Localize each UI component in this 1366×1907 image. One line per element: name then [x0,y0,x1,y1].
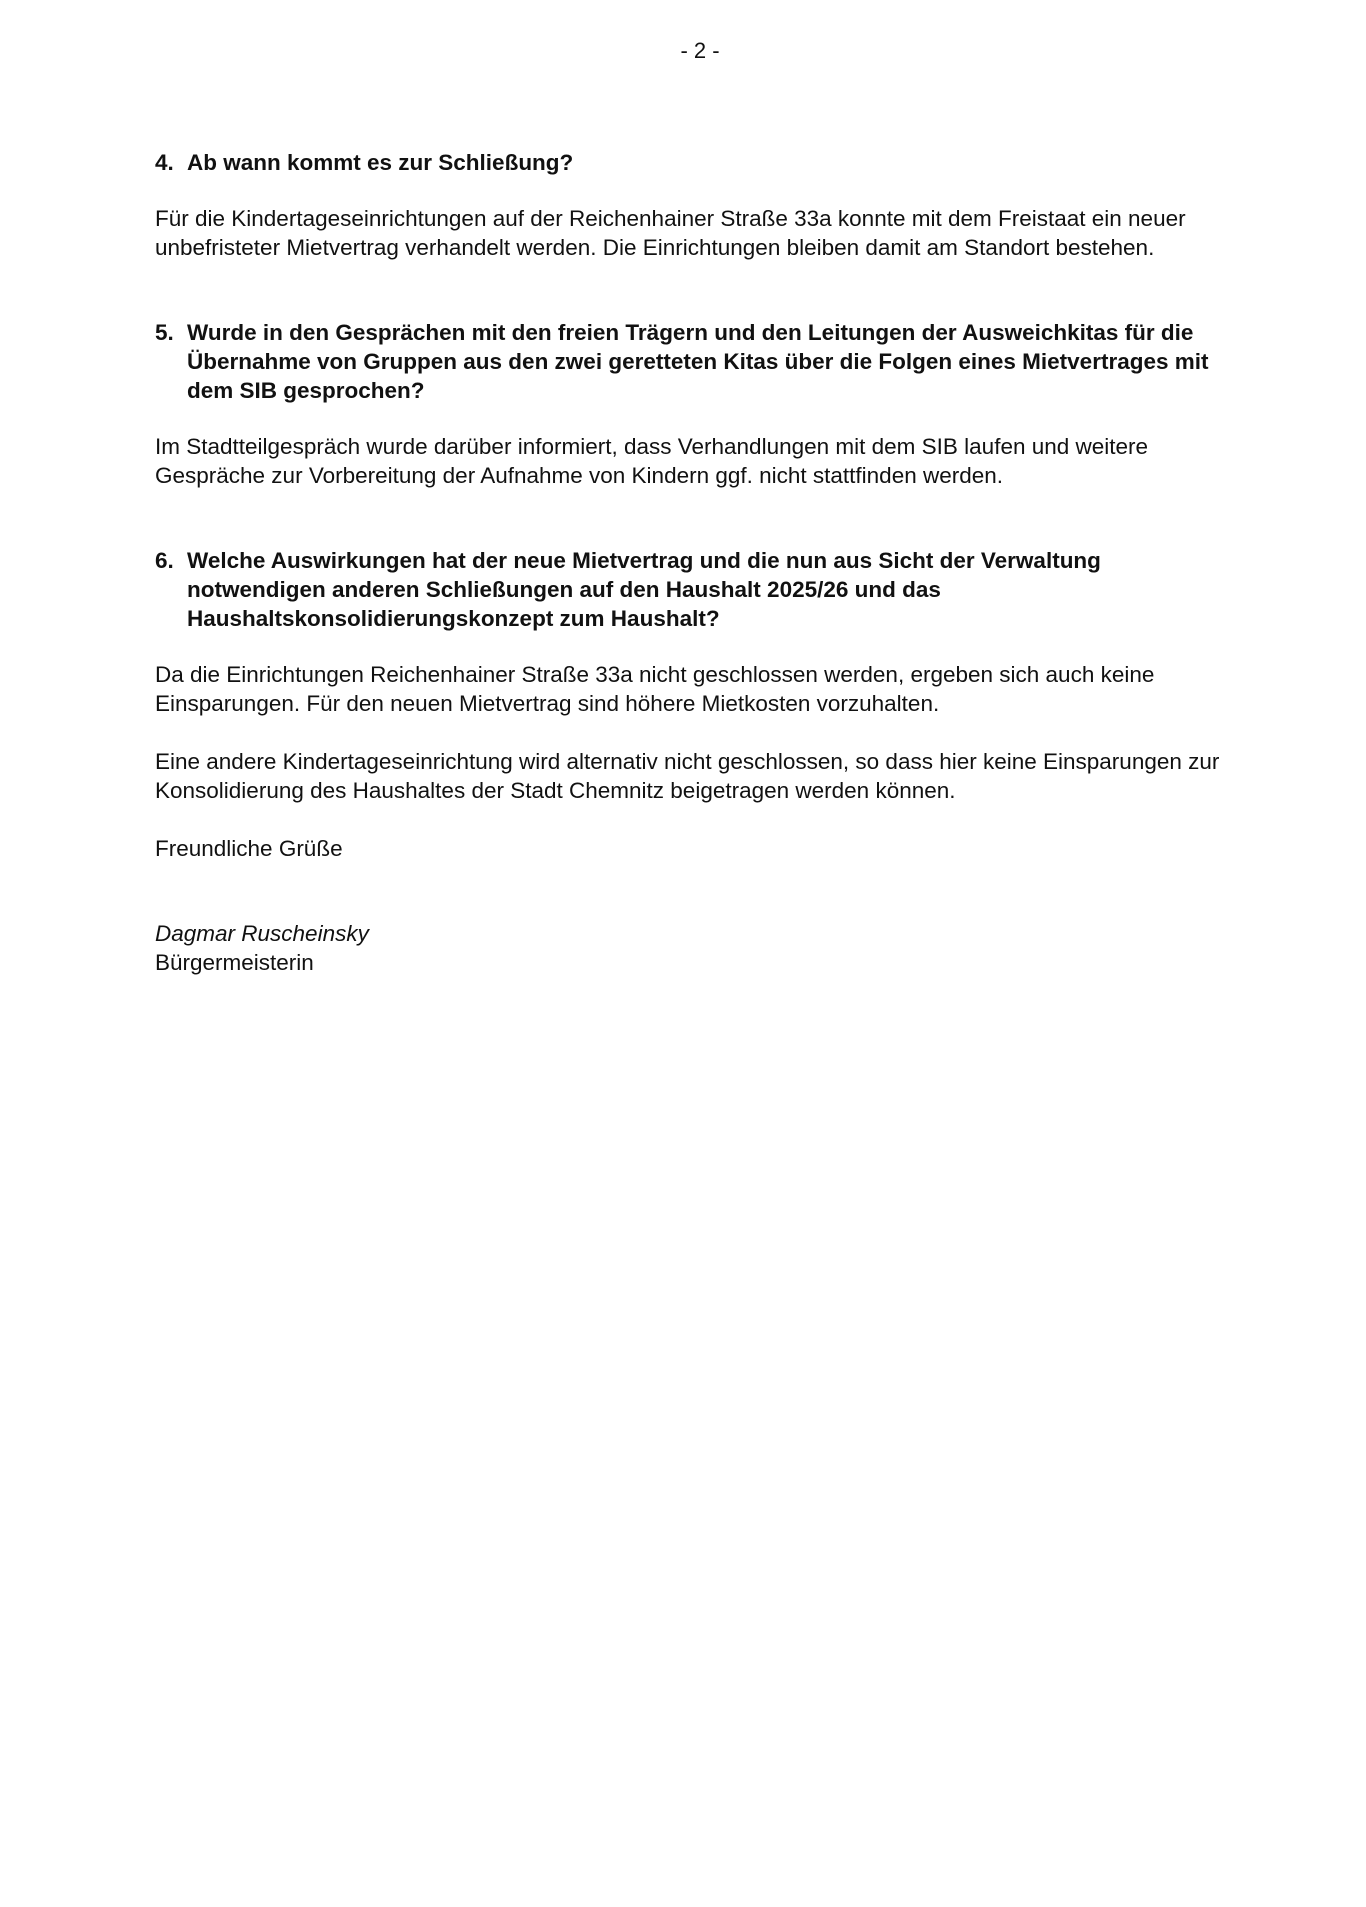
signer-title: Bürgermeisterin [155,950,314,975]
letter-body [155,148,1245,977]
answer-paragraph: Eine andere Kindertageseinrichtung wird alternativ nicht geschlossen, so dass hier keine Einsparungen zur Konsolidierung des Haushaltes der Stadt Chemnitz beigetragen werden können. [155,749,1220,803]
signer-name: Dagmar Ruscheinsky [155,921,369,946]
question-text: Welche Auswirkungen hat der neue Mietvertrag und die nun aus Sicht der Verwaltung notwendigen anderen Schließungen auf den Haushalt 2025/26 und das Haushaltskonsolidierungskonzept zum Haushalt? [187,548,1101,631]
question-text: Wurde in den Gesprächen mit den freien Trägern und den Leitungen der Ausweichkitas für die Übernahme von Gruppen aus den zwei geretteten Kitas über die Folgen eines Mietvertrages mit dem SIB gesprochen? [187,320,1209,403]
answer-paragraph: Für die Kindertageseinrichtungen auf der Reichenhainer Straße 33a konnte mit dem Freistaat ein neuer unbefristeter Mietvertrag verhandelt werden. Die Einrichtungen bleiben damit am Standort bestehen. [155,206,1186,260]
question-6 [155,546,1245,633]
question-5 [155,318,1245,405]
question-number: 6. [155,548,174,573]
question-4 [155,148,1245,177]
question-number: 4. [155,150,174,175]
page-number: - 2 - [680,38,720,63]
closing-greeting: Freundliche Grüße [155,836,343,861]
question-text: Ab wann kommt es zur Schließung? [187,150,574,175]
answer-paragraph: Im Stadtteilgespräch wurde darüber informiert, dass Verhandlungen mit dem SIB laufen und weitere Gespräche zur Vorbereitung der Aufnahme von Kindern ggf. nicht stattfinden werden. [155,434,1149,488]
question-number: 5. [155,320,174,345]
answer-paragraph: Da die Einrichtungen Reichenhainer Straße 33a nicht geschlossen werden, ergeben sich auch keine Einsparungen. Für den neuen Mietvertrag sind höhere Mietkosten vorzuhalten. [155,662,1155,716]
